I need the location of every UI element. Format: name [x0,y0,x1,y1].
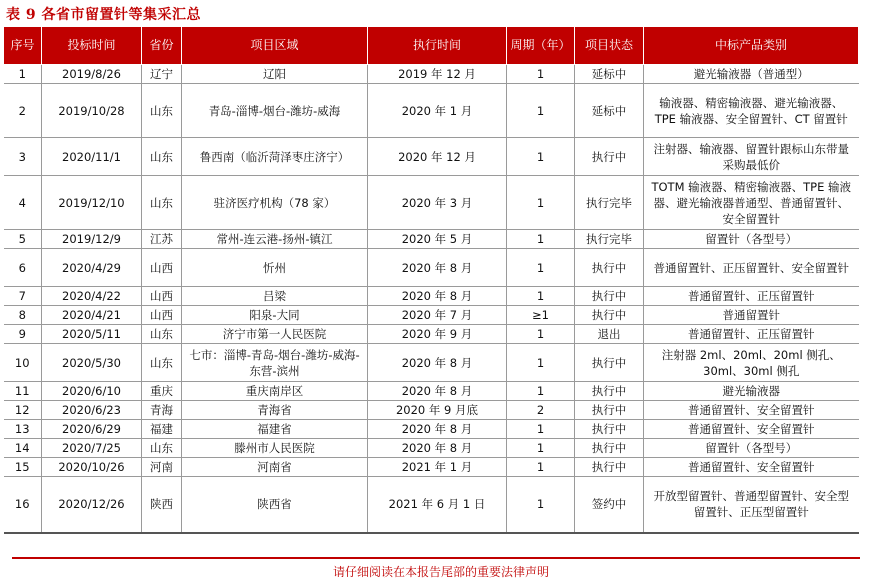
cell-product-category: 注射器、输液器、留置针跟标山东带量采购最低价 [644,138,859,176]
cell-index: 14 [4,439,42,458]
cell-product-category: 普通留置针、安全留置针 [644,401,859,420]
cell-status: 延标中 [575,84,644,138]
cell-index: 8 [4,306,42,325]
cell-index: 11 [4,382,42,401]
cell-exec-date: 2020 年 8 月 [368,382,507,401]
table-row [4,477,859,533]
cell-region: 重庆南岸区 [182,382,368,401]
cell-status: 执行中 [575,287,644,306]
table-title: 表 9 各省市留置针等集采汇总 [6,7,201,23]
cell-period: 1 [507,458,575,477]
table-row [4,249,859,287]
cell-product-category: 留置针（各型号） [644,439,859,458]
cell-exec-date: 2020 年 3 月 [368,176,507,230]
header-province: 省份 [142,27,182,65]
cell-province: 山东 [142,439,182,458]
cell-product-category: 避光输液器 [644,382,859,401]
cell-province: 江苏 [142,230,182,249]
cell-product-category: 普通留置针、正压留置针 [644,325,859,344]
cell-province: 福建 [142,420,182,439]
cell-exec-date: 2021 年 6 月 1 日 [368,477,507,533]
cell-region: 河南省 [182,458,368,477]
cell-province: 山东 [142,84,182,138]
cell-exec-date: 2020 年 8 月 [368,344,507,382]
cell-index: 9 [4,325,42,344]
table-row [4,401,859,420]
cell-region: 福建省 [182,420,368,439]
cell-index: 15 [4,458,42,477]
header-status: 项目状态 [575,27,644,65]
cell-index: 12 [4,401,42,420]
header-product-category: 中标产品类别 [644,27,859,65]
cell-period: 1 [507,382,575,401]
cell-region: 滕州市人民医院 [182,439,368,458]
cell-province: 青海 [142,401,182,420]
table-row [4,458,859,477]
cell-period: 1 [507,249,575,287]
cell-exec-date: 2020 年 5 月 [368,230,507,249]
cell-status: 签约中 [575,477,644,533]
cell-region: 忻州 [182,249,368,287]
table-row [4,287,859,306]
cell-status: 执行完毕 [575,230,644,249]
cell-bid-date: 2019/8/26 [42,65,142,84]
cell-exec-date: 2020 年 9 月底 [368,401,507,420]
cell-index: 5 [4,230,42,249]
header-index: 序号 [4,27,42,65]
cell-province: 辽宁 [142,65,182,84]
cell-period: 1 [507,420,575,439]
cell-status: 执行中 [575,382,644,401]
footer-disclaimer: 请仔细阅读在本报告尾部的重要法律声明 [332,565,549,579]
cell-status: 执行中 [575,138,644,176]
cell-exec-date: 2021 年 1 月 [368,458,507,477]
cell-exec-date: 2020 年 8 月 [368,439,507,458]
cell-period: 1 [507,325,575,344]
cell-bid-date: 2020/12/26 [42,477,142,533]
cell-index: 3 [4,138,42,176]
cell-index: 10 [4,344,42,382]
cell-province: 山西 [142,306,182,325]
cell-period: 1 [507,287,575,306]
header-period: 周期（年） [507,27,575,65]
table-row [4,439,859,458]
cell-exec-date: 2020 年 7 月 [368,306,507,325]
header-region: 项目区域 [182,27,368,65]
cell-bid-date: 2019/12/9 [42,230,142,249]
cell-index: 2 [4,84,42,138]
cell-product-category: 普通留置针、正压留置针 [644,287,859,306]
cell-bid-date: 2020/6/29 [42,420,142,439]
cell-province: 河南 [142,458,182,477]
cell-province: 山西 [142,287,182,306]
cell-index: 16 [4,477,42,533]
cell-period: 1 [507,176,575,230]
cell-region: 青海省 [182,401,368,420]
table-row [4,325,859,344]
cell-exec-date: 2020 年 12 月 [368,138,507,176]
cell-region: 吕梁 [182,287,368,306]
cell-index: 6 [4,249,42,287]
cell-period: 1 [507,230,575,249]
table-row [4,420,859,439]
cell-product-category: 输液器、精密输液器、避光输液器、TPE 输液器、安全留置针、CT 留置针 [644,84,859,138]
cell-bid-date: 2020/4/29 [42,249,142,287]
cell-status: 执行中 [575,249,644,287]
cell-product-category: 开放型留置针、普通型留置针、安全型留置针、正压型留置针 [644,477,859,533]
cell-status: 执行中 [575,439,644,458]
cell-period: 1 [507,439,575,458]
cell-region: 青岛-淄博-烟台-潍坊-威海 [182,84,368,138]
table-row [4,138,859,176]
cell-product-category: 注射器 2ml、20ml、20ml 侧孔、30ml、30ml 侧孔 [644,344,859,382]
cell-product-category: 避光输液器（普通型） [644,65,859,84]
cell-province: 山东 [142,344,182,382]
cell-product-category: 普通留置针、安全留置针 [644,420,859,439]
cell-index: 13 [4,420,42,439]
cell-province: 重庆 [142,382,182,401]
cell-province: 山东 [142,138,182,176]
cell-bid-date: 2020/10/26 [42,458,142,477]
cell-bid-date: 2020/4/22 [42,287,142,306]
cell-province: 山东 [142,325,182,344]
cell-bid-date: 2020/5/30 [42,344,142,382]
table-body [4,65,859,533]
table-row [4,306,859,325]
cell-status: 执行中 [575,420,644,439]
cell-region: 陕西省 [182,477,368,533]
cell-bid-date: 2019/10/28 [42,84,142,138]
cell-product-category: 普通留置针 [644,306,859,325]
cell-exec-date: 2020 年 8 月 [368,287,507,306]
cell-status: 执行中 [575,344,644,382]
cell-region: 鲁西南（临沂菏泽枣庄济宁） [182,138,368,176]
cell-province: 陕西 [142,477,182,533]
cell-exec-date: 2020 年 1 月 [368,84,507,138]
cell-bid-date: 2020/4/21 [42,306,142,325]
cell-bid-date: 2020/11/1 [42,138,142,176]
cell-exec-date: 2019 年 12 月 [368,65,507,84]
cell-bid-date: 2020/6/23 [42,401,142,420]
cell-region: 常州-连云港-扬州-镇江 [182,230,368,249]
table-header-row [4,27,859,65]
cell-region: 辽阳 [182,65,368,84]
cell-index: 4 [4,176,42,230]
cell-period: 1 [507,84,575,138]
cell-bid-date: 2020/7/25 [42,439,142,458]
cell-exec-date: 2020 年 9 月 [368,325,507,344]
cell-status: 执行中 [575,458,644,477]
table-row [4,230,859,249]
cell-bid-date: 2020/6/10 [42,382,142,401]
footer-divider [12,557,860,559]
cell-province: 山西 [142,249,182,287]
cell-region: 七市：淄博-青岛-烟台-潍坊-威海-东营-滨州 [182,344,368,382]
cell-status: 执行中 [575,306,644,325]
cell-product-category: 普通留置针、正压留置针、安全留置针 [644,249,859,287]
procurement-table [3,26,859,534]
cell-bid-date: 2020/5/11 [42,325,142,344]
cell-status: 退出 [575,325,644,344]
cell-region: 驻济医疗机构（78 家） [182,176,368,230]
cell-period: 1 [507,138,575,176]
cell-index: 7 [4,287,42,306]
cell-period: 1 [507,344,575,382]
cell-province: 山东 [142,176,182,230]
cell-bid-date: 2019/12/10 [42,176,142,230]
cell-period: 2 [507,401,575,420]
table-row [4,344,859,382]
cell-period: 1 [507,65,575,84]
cell-region: 济宁市第一人民医院 [182,325,368,344]
table-row [4,382,859,401]
table-row [4,84,859,138]
cell-product-category: 普通留置针、安全留置针 [644,458,859,477]
cell-status: 执行中 [575,401,644,420]
header-bid-date: 投标时间 [42,27,142,65]
cell-region: 阳泉-大同 [182,306,368,325]
table-row [4,176,859,230]
cell-index: 1 [4,65,42,84]
table-row [4,65,859,84]
cell-exec-date: 2020 年 8 月 [368,249,507,287]
cell-product-category: 留置针（各型号） [644,230,859,249]
cell-period: 1 [507,477,575,533]
cell-status: 延标中 [575,65,644,84]
header-exec-date: 执行时间 [368,27,507,65]
cell-status: 执行完毕 [575,176,644,230]
cell-product-category: TOTM 输液器、精密输液器、TPE 输液器、避光输液器普通型、普通留置针、安全留置针 [644,176,859,230]
cell-period: ≥1 [507,306,575,325]
cell-exec-date: 2020 年 8 月 [368,420,507,439]
